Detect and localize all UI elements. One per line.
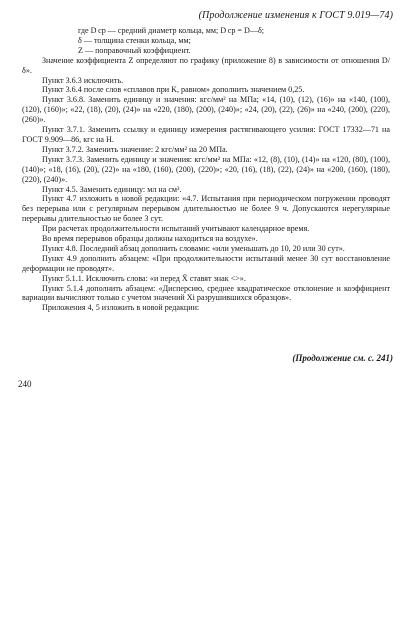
text-paragraph: Пункт 3.6.3 исключить. — [42, 75, 124, 85]
text-paragraph: Пункт 5.1.1. Исключить слова: «и перед X̄ ставят знак <>». — [42, 273, 246, 283]
text-paragraph: Приложения 4, 5 изложить в новой редакции: — [42, 303, 200, 313]
text-line: Z — поправочный коэффициент. — [78, 45, 191, 55]
page-number: 240 — [18, 379, 32, 389]
document-body — [22, 26, 390, 313]
text-paragraph: Пункт 3.6.8. Заменить единицу и значения: кгс/мм² на МПа; «14, (10), (12), (16)» на «140, (100), (120), (160)»; «22, (18), (20), (24)» на «220, (180), (200), (240)»; «24, (20), (22), (26)» на «240, (200), (220), (260)». — [22, 95, 390, 125]
text-paragraph: Пункт 4.8. Последний абзац дополнить словами: «или уменьшать до 10, 20 или 30 сут». — [42, 243, 345, 253]
text-paragraph: Пункт 4.5. Заменить единицу: мл на см³. — [42, 184, 182, 194]
text-paragraph: Пункт 3.7.1. Заменить ссылку и единицу измерения растягивающего усилия: ГОСТ 17332—71 на ГОСТ 9.909—86, кгс на Н. — [22, 125, 390, 144]
text-paragraph: Пункт 4.7 изложить в новой редакции: «4.7. Испытания при периодическом погружении проводят без перерыва или с регулярным перерывом длительностью не более 9 ч. Допускаются нерегулярные перерывы длительностью не более 3 сут. — [22, 194, 390, 224]
text-paragraph: Пункт 3.7.3. Заменить единицу и значения: кгс/мм² на МПа: «12, (8), (10), (14)» на «120, (80), (100), (140)»; «18, (16), (20), (22)» на «180, (160), (200), (220)»; «20, (16), (18), (22), (24)» на «200, (160), (180), (220), (240)». — [22, 154, 390, 184]
page-header: (Продолжение изменения к ГОСТ 9.019—74) — [198, 10, 393, 21]
text-paragraph: Пункт 4.9 дополнить абзацем: «При продолжительности испытаний менее 30 сут восстановление деформации не проводят». — [22, 253, 390, 273]
text-line: где D ср — средний диаметр кольца, мм; D ср = D—δ; — [78, 26, 265, 35]
text-paragraph: Пункт 5.1.4 дополнить абзацем: «Дисперсию, среднее квадратическое отклонение и коэффициент вариации вычисляют только с учетом значений Xi разрушившихся образцов». — [22, 283, 390, 303]
text-line: δ — толщина стенки кольца, мм; — [78, 35, 191, 45]
text-paragraph: При расчетах продолжительности испытаний учитывают календарное время. — [42, 224, 310, 234]
text-paragraph: Пункт 3.6.4 после слов «сплавов при K, равном» дополнить значением 0,25. — [42, 85, 305, 95]
text-paragraph: Во время перерывов образцы должны находиться на воздухе». — [42, 234, 258, 244]
text-paragraph: Значение коэффициента Z определяют по графику (приложение 8) в зависимости от отношения D/δ». — [22, 55, 390, 75]
text-paragraph: Пункт 3.7.2. Заменить значение: 2 кгс/мм² на 20 МПа. — [42, 144, 228, 154]
continuation-note: (Продолжение см. с. 241) — [292, 353, 393, 363]
